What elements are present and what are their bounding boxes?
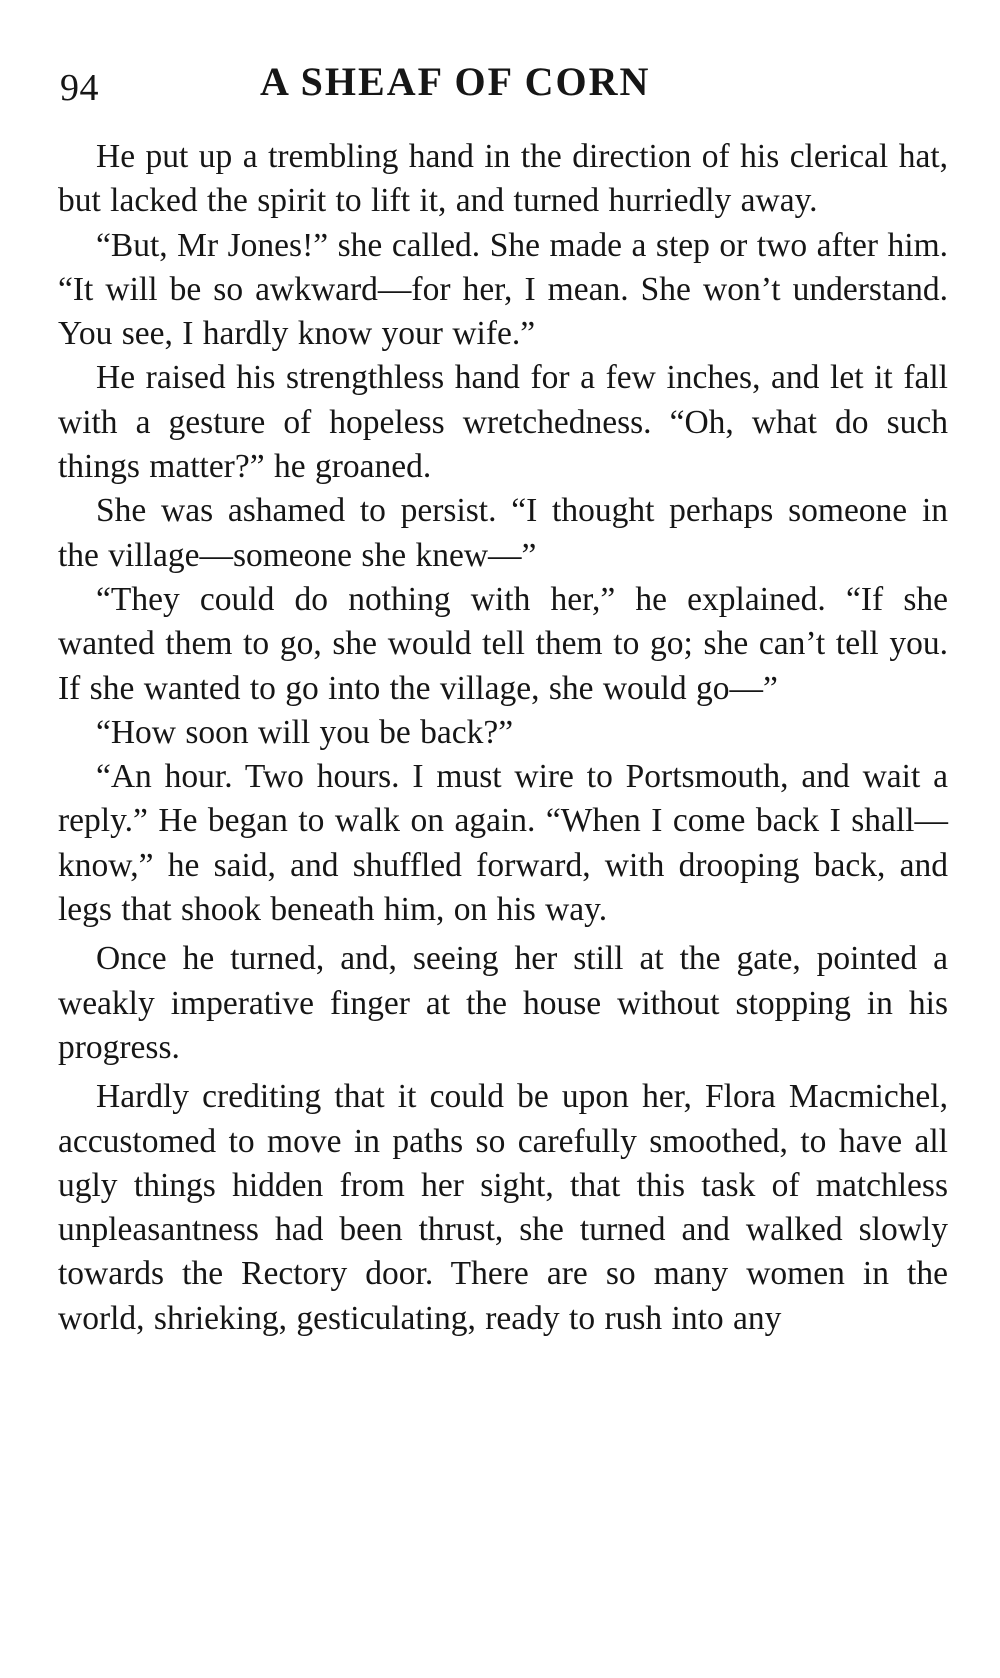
paragraph: “But, Mr Jones!” she called. She made a step or two after him. “It will be so awkward—for her, I mean. She won’t understand. You see, I hardly know your wife.” xyxy=(58,226,948,353)
paragraph: “An hour. Two hours. I must wire to Portsmouth, and wait a reply.” He began to walk on again. “When I come back I shall—know,” he said, and shuffled forward, with drooping back, and legs that shook beneath him, on his way. xyxy=(58,758,948,929)
paragraph: “They could do nothing with her,” he explained. “If she wanted them to go, she would tell them to go; she can’t tell you. If she wanted to go into the village, she would go—” xyxy=(58,580,948,707)
paragraph: He raised his strengthless hand for a few inches, and let it fall with a gesture of hopeless wretchedness. “Oh, what do such things matter?” he groaned. xyxy=(58,359,948,486)
paragraph: He put up a trembling hand in the direction of his clerical hat, but lacked the spirit to lift it, and turned hurriedly away. xyxy=(58,138,948,220)
running-head xyxy=(60,58,940,108)
body-text xyxy=(58,135,948,1341)
paragraph: Hardly crediting that it could be upon her, Flora Macmichel, accustomed to move in paths so carefully smoothed, to have all ugly things hidden from her sight, that this task of matchless unpleasantness had been thrust, she turned and walked slowly towards the Rectory door. There are so many women in the world, shrieking, gesticulating, ready to rush into any xyxy=(58,1078,948,1337)
paragraph: She was ashamed to persist. “I thought perhaps someone in the village—someone she knew—” xyxy=(58,492,948,574)
paragraph: Once he turned, and, seeing her still at the gate, pointed a weakly imperative finger at the house without stopping in his progress. xyxy=(58,940,948,1066)
book-title: A SHEAF OF CORN xyxy=(260,59,651,104)
paragraph: “How soon will you be back?” xyxy=(96,713,514,751)
page-number: 94 xyxy=(60,67,99,109)
